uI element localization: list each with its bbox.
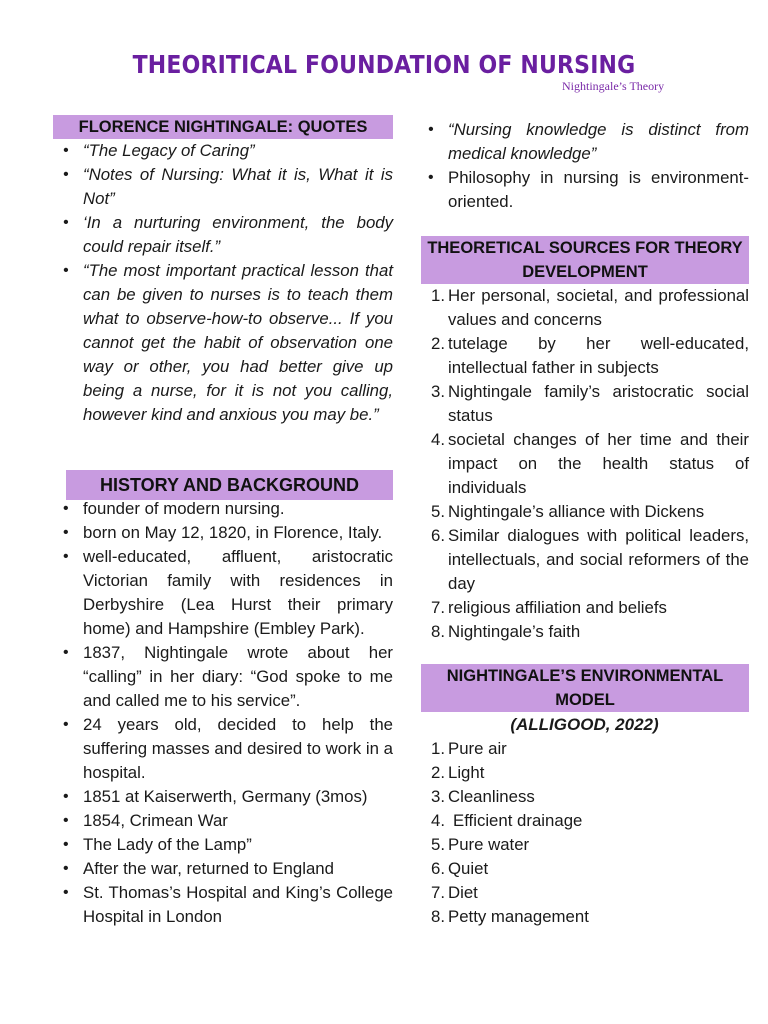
source-item — [422, 524, 749, 596]
model-number: 1. — [431, 739, 445, 758]
model-item — [422, 785, 749, 809]
source-number: 2. — [431, 334, 445, 353]
history-item: • After the war, returned to England — [55, 857, 393, 881]
model-item — [422, 881, 749, 905]
history-item: • 1851 at Kaiserwerth, Germany (3mos) — [55, 785, 393, 809]
source-item — [422, 596, 749, 620]
quote-item: • “The most important practical lesson that can be given to nurses is to teach them what to observe-how-to observe... If you cannot get the habit of observation one way or other, you had better give up being a nurse, for it is not you calling, however kind and anxious you may be.” — [55, 259, 393, 427]
source-text: Nightingale’s faith — [448, 622, 581, 641]
history-list — [55, 497, 393, 929]
model-item — [422, 737, 749, 761]
model-text: Petty management — [448, 907, 589, 926]
model-number: 5. — [431, 835, 445, 854]
source-number: 7. — [431, 598, 445, 617]
sources-header: THEORETICAL SOURCES FOR THEORY DEVELOPMENT — [421, 236, 749, 284]
model-item — [422, 809, 749, 833]
model-item — [422, 761, 749, 785]
source-text: tutelage by her well-educated, intellectual father in subjects — [448, 334, 749, 377]
source-number: 4. — [431, 430, 445, 449]
model-number: 7. — [431, 883, 445, 902]
source-item — [422, 500, 749, 524]
source-text: societal changes of her time and their impact on the health status of individuals — [448, 430, 749, 497]
history-item: • The Lady of the Lamp” — [55, 833, 393, 857]
source-number: 6. — [431, 526, 445, 545]
quote-item: • ‘In a nurturing environment, the body could repair itself.” — [55, 211, 393, 259]
quote-item: • “Notes of Nursing: What it is, What it is Not” — [55, 163, 393, 211]
page-title: THEORITICAL FOUNDATION OF NURSING — [132, 50, 636, 79]
source-number: 3. — [431, 382, 445, 401]
quote-item: • “Nursing knowledge is distinct from medical knowledge” — [420, 118, 749, 166]
history-item: • founder of modern nursing. — [55, 497, 393, 521]
source-item — [422, 332, 749, 380]
model-number: 4. — [431, 811, 445, 830]
model-number: 3. — [431, 787, 445, 806]
source-number: 5. — [431, 502, 445, 521]
source-number: 8. — [431, 622, 445, 641]
model-header: NIGHTINGALE’S ENVIRONMENTAL MODEL — [421, 664, 749, 712]
model-citation: (ALLIGOOD, 2022) — [510, 715, 659, 734]
history-item: • 1854, Crimean War — [55, 809, 393, 833]
history-item: • 24 years old, decided to help the suffering masses and desired to work in a hospital. — [55, 713, 393, 785]
quotes-header: FLORENCE NIGHTINGALE: QUOTES — [53, 115, 393, 139]
page-subtitle: Nightingale’s Theory — [562, 79, 665, 93]
model-number: 6. — [431, 859, 445, 878]
source-item — [422, 428, 749, 500]
model-item — [422, 905, 749, 929]
source-text: Her personal, societal, and professional values and concerns — [448, 286, 749, 329]
history-item: • 1837, Nightingale wrote about her “calling” in her diary: “God spoke to me and called me to his service”. — [55, 641, 393, 713]
sources-list — [422, 284, 749, 644]
source-text: Nightingale family’s aristocratic social status — [448, 382, 749, 425]
quotes-continued-list — [420, 118, 749, 214]
quotes-list — [55, 139, 393, 427]
model-text: Efficient drainage — [453, 811, 583, 830]
history-item: • St. Thomas’s Hospital and King’s College Hospital in London — [55, 881, 393, 929]
history-item: • born on May 12, 1820, in Florence, Italy. — [55, 521, 393, 545]
model-text: Diet — [448, 883, 478, 902]
quote-item: • Philosophy in nursing is environment-oriented. — [420, 166, 749, 214]
source-item — [422, 284, 749, 332]
model-text: Light — [448, 763, 485, 782]
model-item — [422, 857, 749, 881]
model-text: Quiet — [448, 859, 489, 878]
source-text: Similar dialogues with political leaders, intellectuals, and social reformers of the day — [448, 526, 749, 593]
quote-item: • “The Legacy of Caring” — [55, 139, 393, 163]
model-number: 8. — [431, 907, 445, 926]
source-item — [422, 380, 749, 428]
model-list — [422, 737, 749, 929]
source-text: religious affiliation and beliefs — [448, 598, 667, 617]
model-text: Pure water — [448, 835, 530, 854]
model-text: Pure air — [448, 739, 507, 758]
source-item — [422, 620, 749, 644]
source-number: 1. — [431, 286, 445, 305]
history-header: HISTORY AND BACKGROUND — [66, 470, 393, 500]
model-item — [422, 833, 749, 857]
source-text: Nightingale’s alliance with Dickens — [448, 502, 705, 521]
model-text: Cleanliness — [448, 787, 535, 806]
model-number: 2. — [431, 763, 445, 782]
history-item: • well-educated, affluent, aristocratic Victorian family with residences in Derbyshire (Lea Hurst their primary home) and Hampshire (Embley Park). — [55, 545, 393, 641]
